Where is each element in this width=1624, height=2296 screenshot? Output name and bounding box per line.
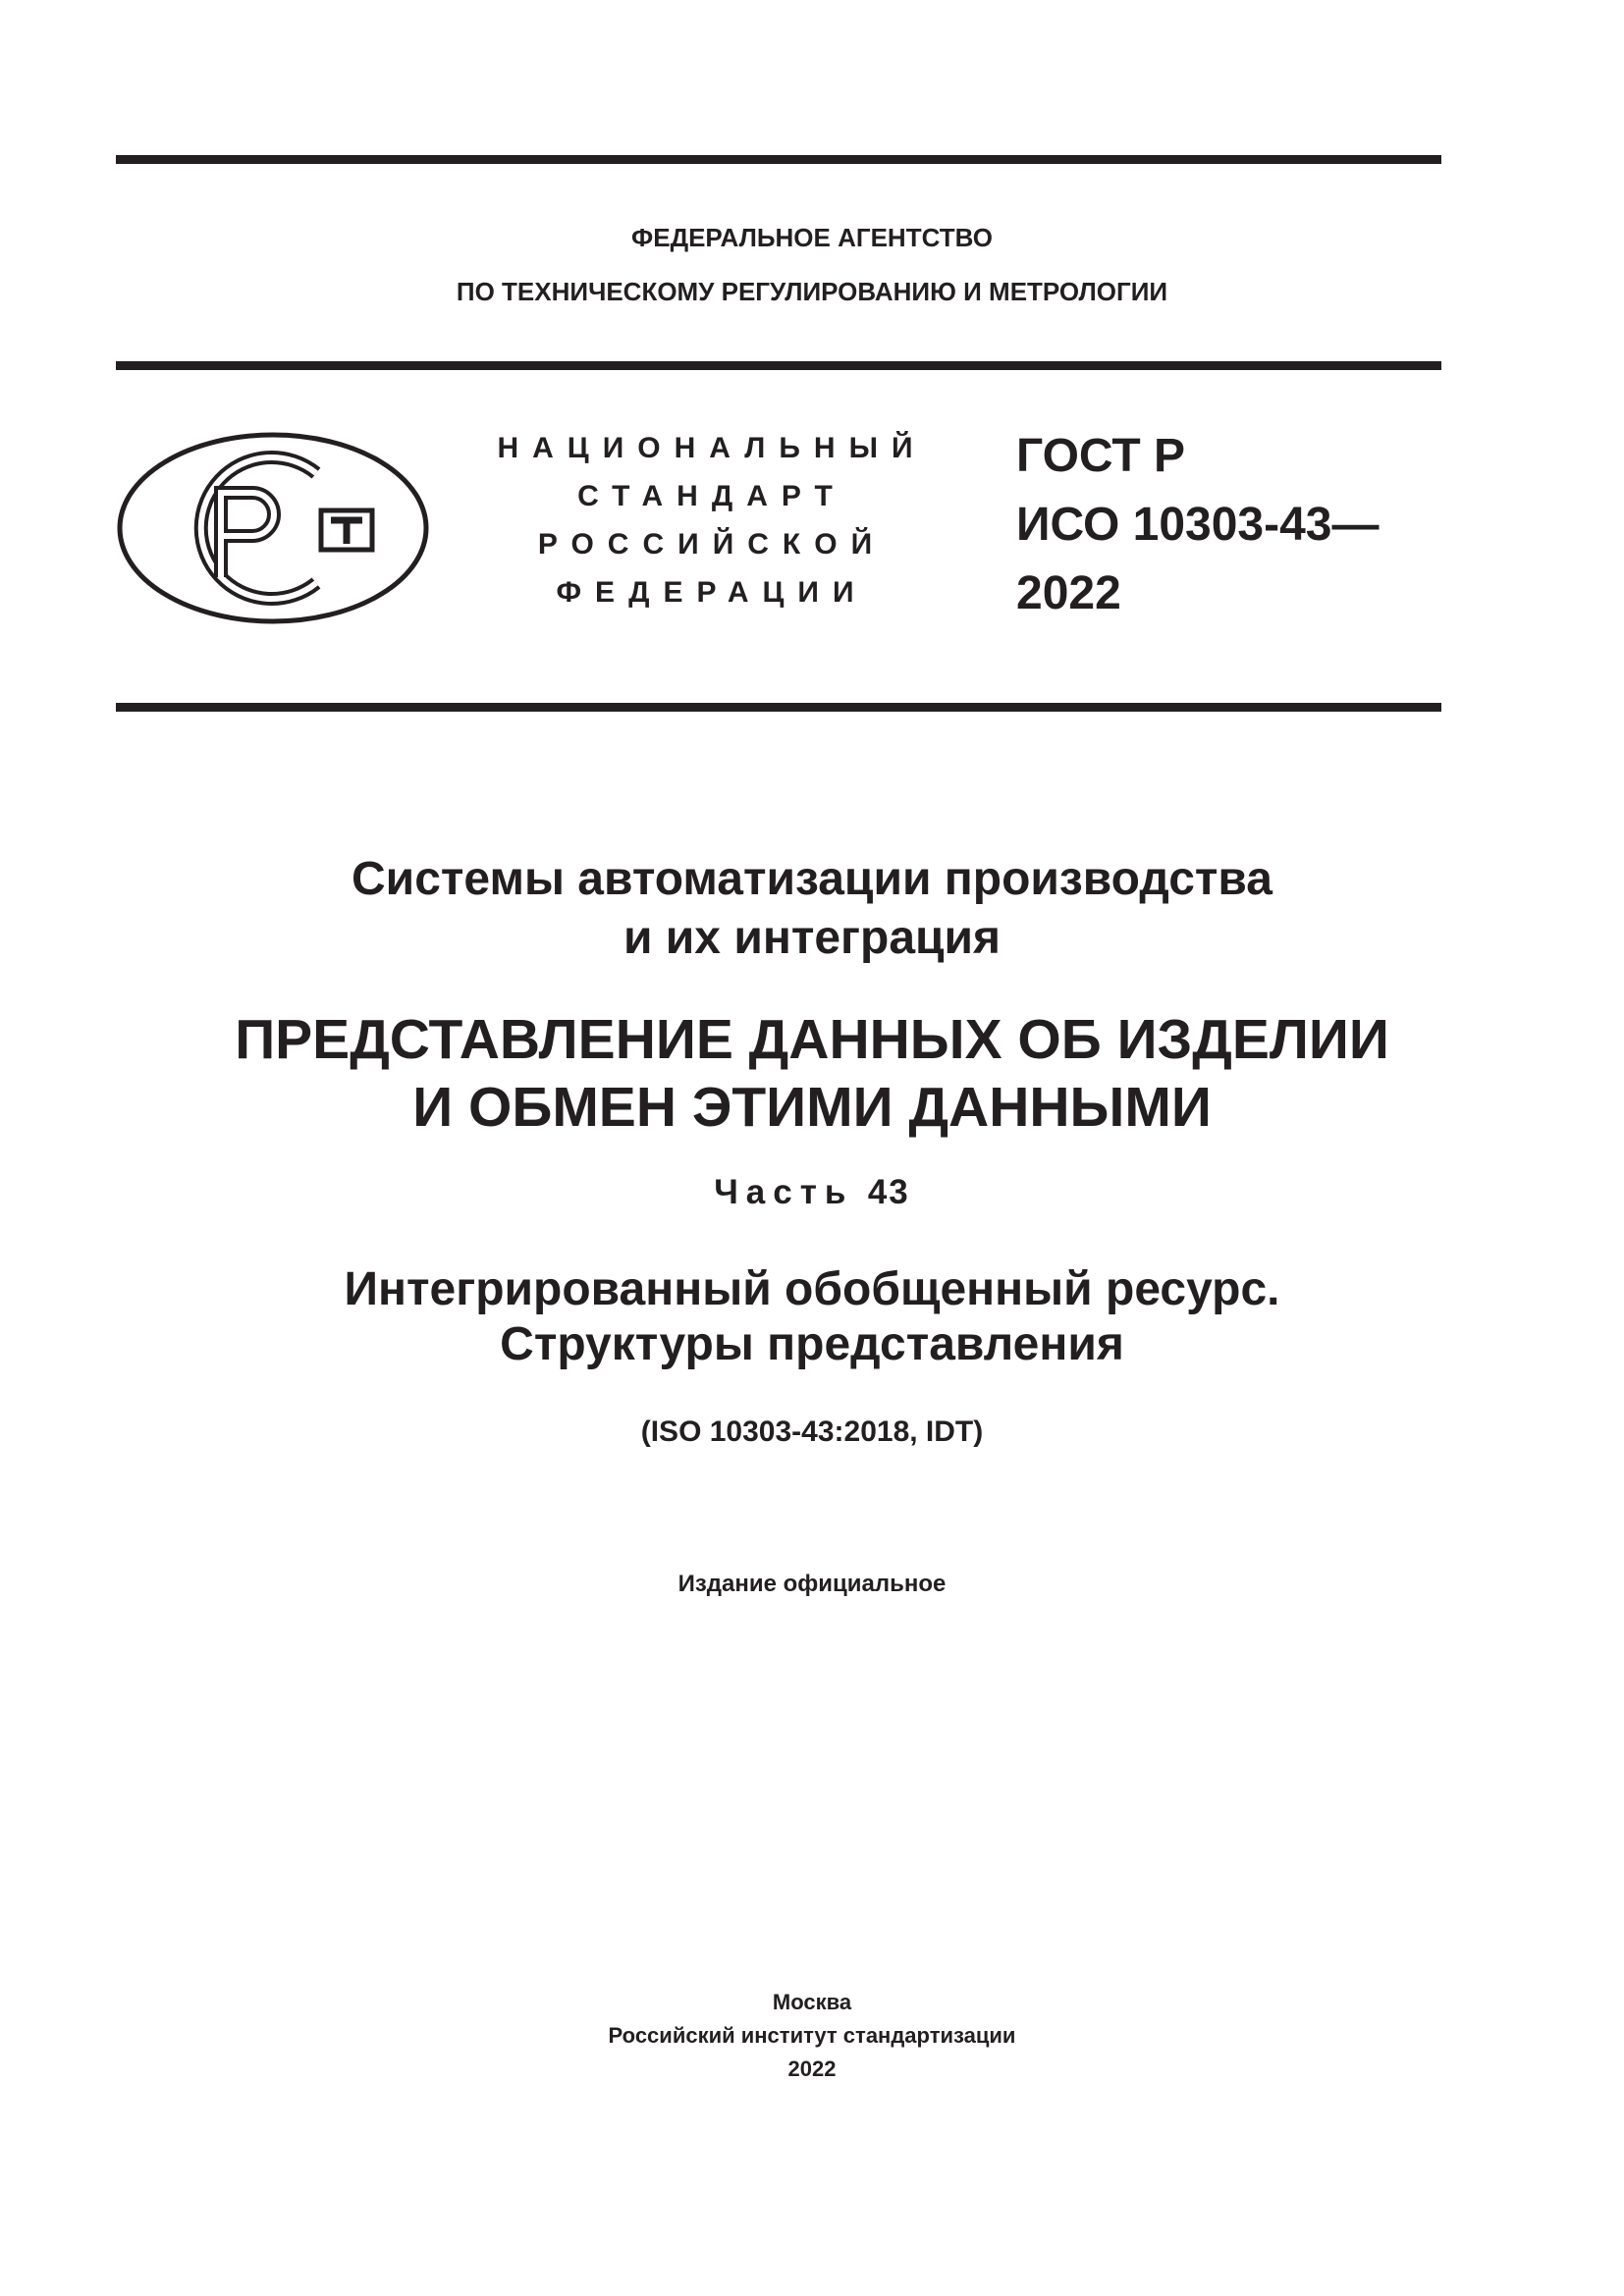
- main-title-line-2: И ОБМЕН ЭТИМИ ДАННЫМИ: [412, 1076, 1212, 1139]
- national-standard-label: [481, 424, 943, 616]
- subtitle-line-1: Интегрированный обобщенный ресурс.: [344, 1263, 1280, 1315]
- national-standard-line-3: РОССИЙСКОЙ: [537, 528, 887, 561]
- main-title-line-1: ПРЕДСТАВЛЕНИЕ ДАННЫХ ОБ ИЗДЕЛИИ: [235, 1008, 1389, 1071]
- subtitle: [0, 1262, 1624, 1372]
- agency-line-2: ПО ТЕХНИЧЕСКОМУ РЕГУЛИРОВАНИЮ И МЕТРОЛОГИИ: [456, 277, 1168, 306]
- header-rule: [116, 703, 1441, 712]
- national-standard-line-1: НАЦИОНАЛЬНЫЙ: [497, 432, 927, 464]
- iso-reference: (ISO 10303-43:2018, IDT): [640, 1415, 984, 1448]
- agency-rule: [116, 361, 1441, 370]
- publisher-year: 2022: [787, 2056, 837, 2081]
- part-word: Часть: [714, 1173, 854, 1211]
- agency-header: [0, 211, 1624, 319]
- publisher-city: Москва: [772, 1990, 852, 2014]
- series-title: [0, 850, 1624, 968]
- designation-line-3: 2022: [1016, 567, 1121, 619]
- designation-line-2: ИСО 10303-43—: [1016, 499, 1380, 551]
- publisher-name: Российский институт стандартизации: [608, 2023, 1016, 2048]
- part-label: [0, 1173, 1624, 1212]
- main-title: [0, 1006, 1624, 1142]
- national-standard-line-4: ФЕДЕРАЦИИ: [556, 576, 868, 609]
- series-title-line-1: Системы автоматизации производства: [352, 853, 1272, 905]
- series-title-line-2: и их интеграция: [623, 912, 1001, 964]
- rst-certification-mark-icon: [115, 430, 431, 626]
- subtitle-line-2: Структуры представления: [500, 1318, 1124, 1370]
- top-rule: [116, 155, 1441, 164]
- publisher-block: [0, 1986, 1624, 2086]
- agency-line-1: ФЕДЕРАЛЬНОЕ АГЕНТСТВО: [631, 223, 993, 252]
- designation-line-1: ГОСТ Р: [1016, 430, 1186, 482]
- standard-designation: [1016, 422, 1448, 628]
- part-number: 43: [867, 1173, 910, 1211]
- national-standard-line-2: СТАНДАРТ: [577, 480, 846, 512]
- edition-label: Издание официальное: [677, 1571, 947, 1597]
